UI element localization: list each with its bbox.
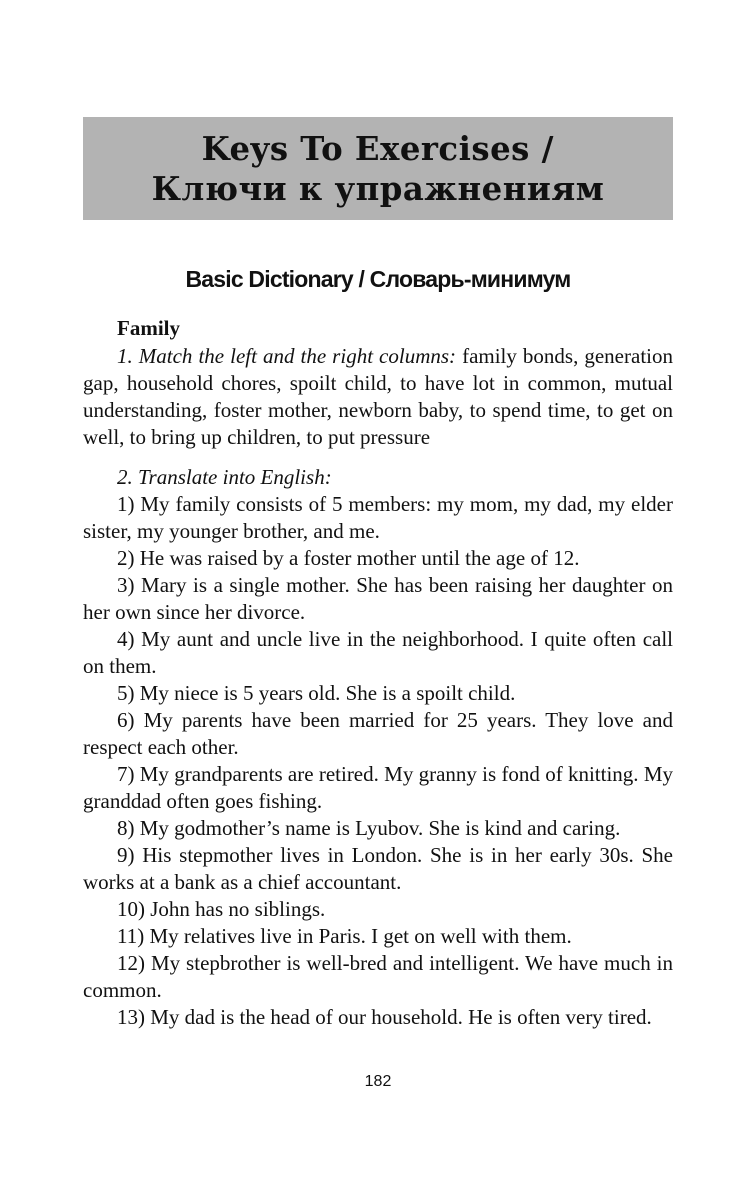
subsection-title: Family <box>117 316 180 340</box>
translation-item: 5) My niece is 5 years old. She is a spoilt child. <box>117 681 516 705</box>
translation-item: 13) My dad is the head of our household. He is often very tired. <box>117 1005 652 1029</box>
chapter-title-en: Keys To Exercises / <box>201 128 555 168</box>
exercise-2-items <box>83 491 673 1031</box>
section-title: Basic Dictionary / Словарь-минимум <box>185 266 571 292</box>
translation-item: 6) My parents have been married for 25 years. They love and respect each other. <box>83 708 673 759</box>
translation-item: 10) John has no siblings. <box>117 897 326 921</box>
page-body <box>83 315 673 1031</box>
exercise-1-label: 1. Match the left and the right columns: <box>117 344 457 368</box>
exercise-1-text: family bonds, generation gap, household chores, spoilt child, to have lot in common, mutual understanding, foster mother, newborn baby, to spend time, to get on well, to bring up children, to put pressure <box>83 344 673 449</box>
translation-item: 8) My godmother’s name is Lyubov. She is kind and caring. <box>117 816 621 840</box>
translation-item: 7) My grandparents are retired. My granny is fond of knitting. My granddad often goes fishing. <box>83 762 673 813</box>
translation-item: 9) His stepmother lives in London. She is in her early 30s. She works at a bank as a chief accountant. <box>83 843 673 894</box>
chapter-banner <box>83 117 673 220</box>
translation-item: 4) My aunt and uncle live in the neighborhood. I quite often call on them. <box>83 627 673 678</box>
translation-item: 1) My family consists of 5 members: my mom, my dad, my elder sister, my younger brother, and me. <box>83 492 673 543</box>
translation-item: 12) My stepbrother is well-bred and intelligent. We have much in common. <box>83 951 673 1002</box>
exercise-2-label: 2. Translate into English: <box>117 465 332 489</box>
exercise-1 <box>83 343 673 451</box>
page-number: 182 <box>364 1073 392 1090</box>
chapter-title-ru: Ключи к упражнениям <box>151 168 605 208</box>
translation-item: 11) My relatives live in Paris. I get on well with them. <box>117 924 572 948</box>
translation-item: 3) Mary is a single mother. She has been raising her daughter on her own since her divorce. <box>83 573 673 624</box>
translation-item: 2) He was raised by a foster mother until the age of 12. <box>117 546 580 570</box>
